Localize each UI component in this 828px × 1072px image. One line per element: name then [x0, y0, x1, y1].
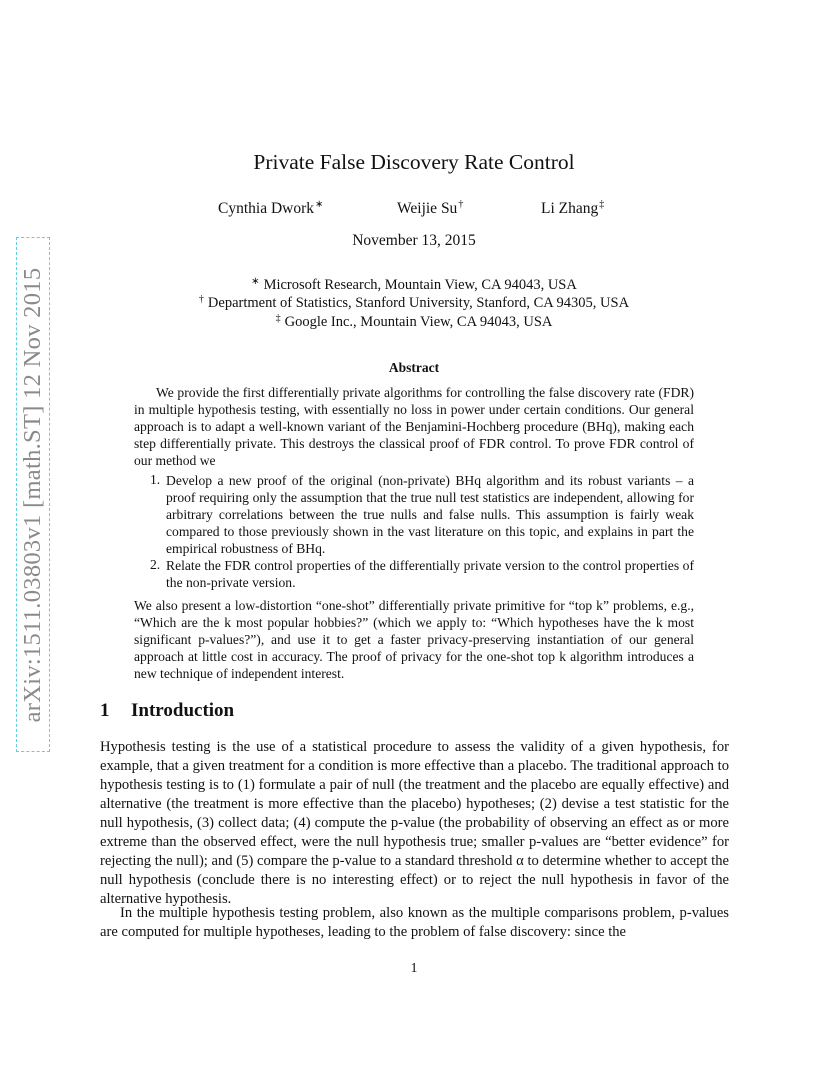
abstract-item-number: 1.: [150, 472, 161, 487]
section-title: Introduction: [131, 700, 235, 721]
intro-paragraph-2: In the multiple hypothesis testing problem, also known as the multiple comparisons problem, p-values are computed for multiple hypotheses, leading to the problem of false discovery: since the: [100, 905, 729, 940]
author-2: Weijie Su†: [397, 199, 464, 217]
paper-date: November 13, 2015: [352, 232, 476, 249]
abstract-heading: Abstract: [388, 360, 440, 375]
paper-title: Private False Discovery Rate Control: [253, 150, 575, 174]
abstract-item-1: Develop a new proof of the original (non-private) BHq algorithm and its robust variants – a proof requiring only the assumption that the true null test statistics are independent, allowing for arbitrary correlations between the true nulls and false nulls. This assumption is fairly weak compared to those previously shown in the vast literature on this topic, and explains in part the empirical robustness of BHq.: [166, 473, 694, 557]
affiliation-1: ∗ Microsoft Research, Mountain View, CA 94043, USA: [251, 276, 577, 293]
affiliation-2: † Department of Statistics, Stanford University, Stanford, CA 94305, USA: [198, 294, 630, 311]
abstract-intro: We provide the first differentially private algorithms for controlling the false discovery rate (FDR) in multiple hypothesis testing, with essentially no loss in power under certain conditions. Our general approach is to adapt a well-known variant of the Benjamini-Hochberg procedure (BHq), making each step differentially private. This destroys the classical proof of FDR control. To prove FDR control of our method we: [134, 385, 694, 469]
section-heading: [100, 700, 234, 722]
author-3: Li Zhang‡: [541, 199, 605, 217]
abstract-item-2: Relate the FDR control properties of the differentially private version to the control properties of the non-private version.: [166, 558, 694, 591]
abstract-item-number: 2.: [150, 557, 161, 572]
arxiv-identifier: arXiv:1511.03803v1 [math.ST] 12 Nov 2015: [19, 267, 46, 722]
author-1: Cynthia Dwork∗: [218, 199, 324, 217]
intro-paragraph-1: Hypothesis testing is the use of a statistical procedure to assess the validity of a given hypothesis, for example, that a given treatment for a condition is more effective than a placebo. The traditional approach to hypothesis testing is to (1) formulate a pair of null (the treatment and the placebo are equally effective) and alternative (the treatment is more effective than the placebo) hypotheses; (2) devise a test statistic for the null hypothesis, (3) collect data; (4) compute the p-value (the probability of observing an effect as or more extreme than the observed effect, were the null hypothesis true; smaller p-values are “better evidence” for rejecting the null); and (5) compare the p-value to a standard threshold α to determine whether to accept the null hypothesis (conclude there is no interesting effect) or to reject the null hypothesis in favor of the alternative hypothesis.: [100, 739, 729, 907]
section-number: 1: [100, 700, 110, 721]
abstract-closing: We also present a low-distortion “one-shot” differentially private primitive for “top k” problems, e.g., “Which are the k most popular hobbies?” (which we apply to: “Which hypotheses have the k most significant p-values?”), and use it to get a faster privacy-preserving instantiation of our general approach at little cost in accuracy. The proof of privacy for the one-shot top k algorithm introduces a new technique of independent interest.: [134, 598, 694, 682]
affiliation-3: ‡ Google Inc., Mountain View, CA 94043, USA: [275, 313, 553, 330]
page-number: 1: [410, 961, 418, 976]
